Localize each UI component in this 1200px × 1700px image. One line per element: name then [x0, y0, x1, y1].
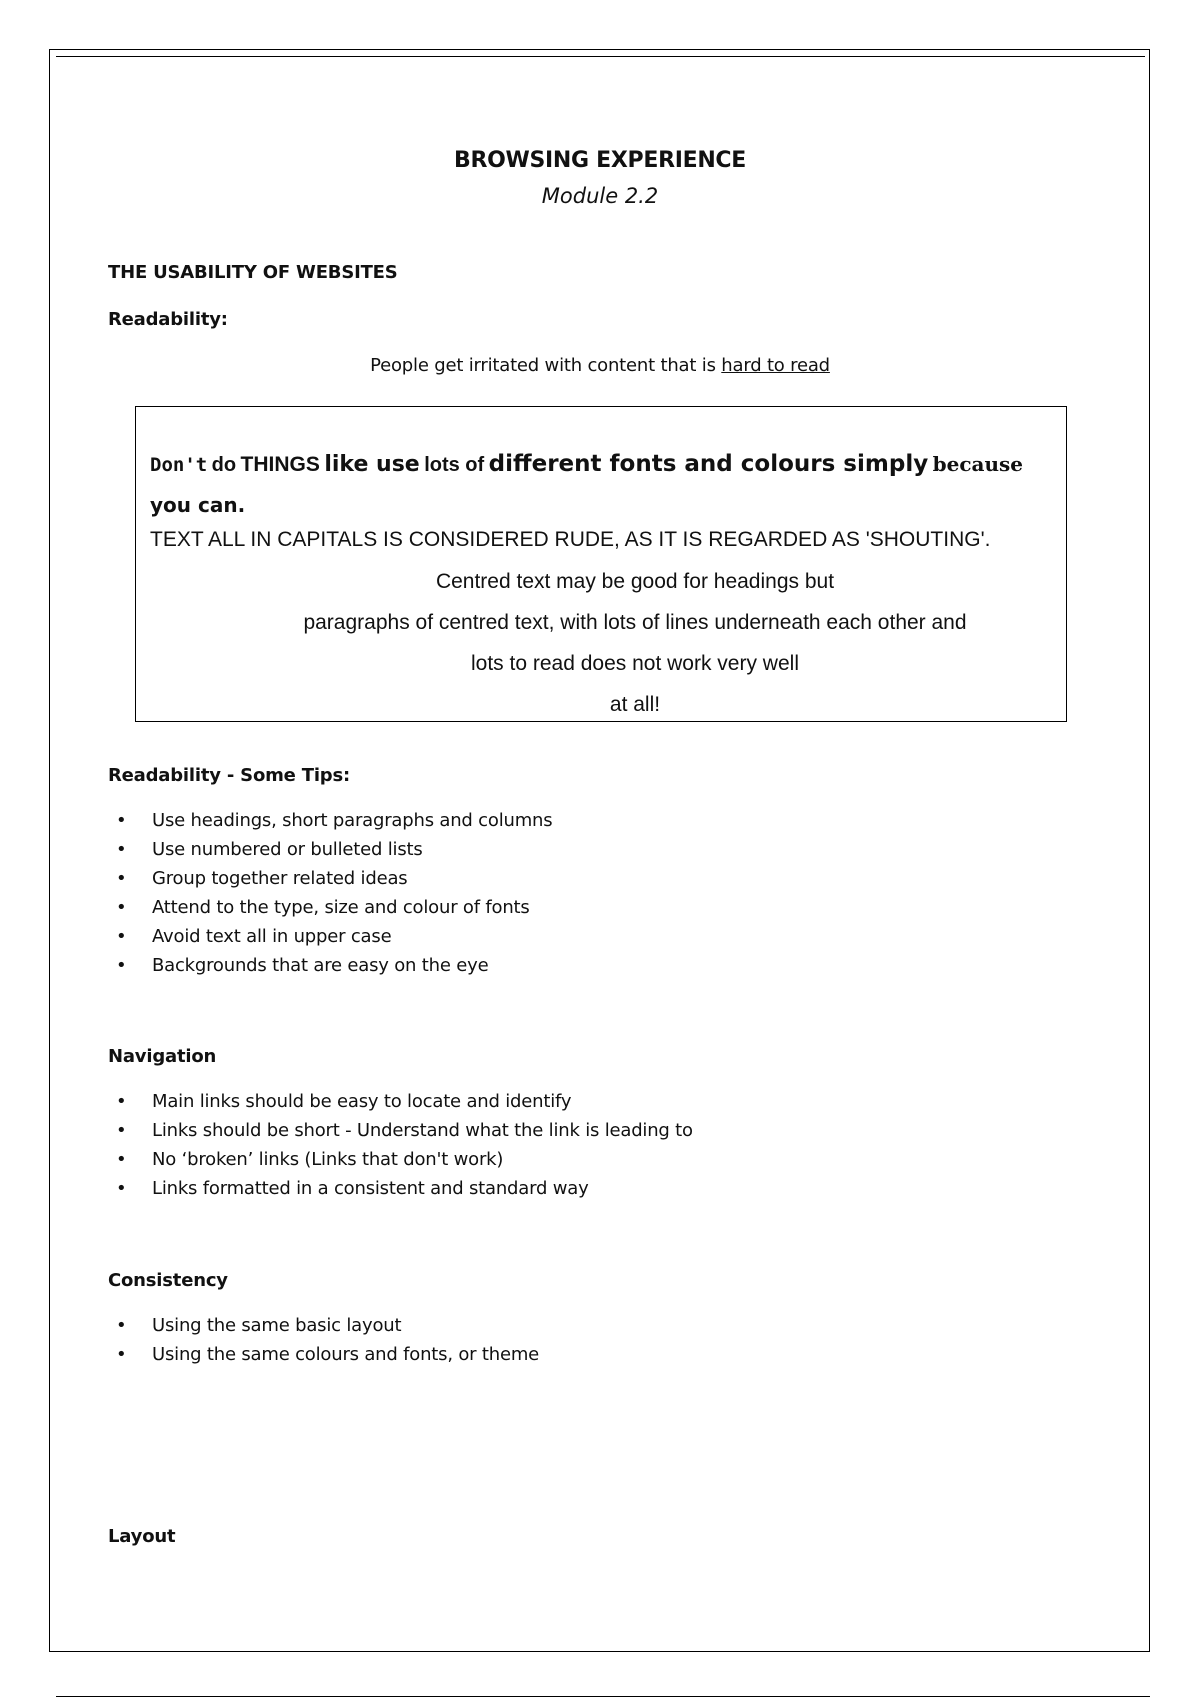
centred-text-line-4: at all!: [609, 693, 661, 716]
bullet-icon: •: [116, 926, 127, 947]
list-item-text: Using the same basic layout: [152, 1315, 402, 1336]
bullet-icon: •: [116, 810, 127, 831]
mixed-font-phrase-you-can: you can.: [150, 493, 246, 517]
usability-heading: THE USABILITY OF WEBSITES: [108, 262, 398, 283]
list-item-text: Using the same colours and fonts, or theme: [152, 1344, 540, 1365]
mixed-font-word-lots-of: lots of: [424, 454, 485, 476]
list-item-text: Avoid text all in upper case: [152, 926, 392, 947]
page-border-inner-line: [56, 56, 1145, 57]
bullet-icon: •: [116, 1120, 127, 1141]
list-item-text: Links should be short - Understand what the link is leading to: [152, 1120, 693, 1141]
list-item-text: Attend to the type, size and colour of fonts: [152, 897, 530, 918]
hard-to-read-underlined: hard to read: [721, 355, 830, 376]
bullet-icon: •: [116, 1178, 127, 1199]
bottom-rule: [56, 1696, 1150, 1697]
list-item-text: Use headings, short paragraphs and columns: [152, 810, 553, 831]
list-item: [108, 1311, 539, 1340]
mixed-font-word-because: because: [932, 452, 1024, 476]
list-item-text: Group together related ideas: [152, 868, 408, 889]
list-item-text: Backgrounds that are easy on the eye: [152, 955, 489, 976]
centred-text-line-1: Centred text may be good for headings but: [435, 570, 835, 593]
list-item: [108, 1116, 693, 1145]
layout-heading: Layout: [108, 1526, 176, 1547]
bullet-icon: •: [116, 1091, 127, 1112]
list-item: [108, 1174, 693, 1203]
mixed-fonts-example: [150, 445, 1030, 527]
bullet-icon: •: [116, 868, 127, 889]
readability-intro-text: People get irritated with content that is: [370, 355, 722, 376]
bullet-icon: •: [116, 897, 127, 918]
tips-heading: Readability - Some Tips:: [108, 765, 350, 786]
list-item: [108, 864, 552, 893]
tips-list: [108, 806, 552, 980]
document-subtitle: Module 2.2: [541, 184, 659, 208]
consistency-heading: Consistency: [108, 1270, 228, 1291]
bullet-icon: •: [116, 1344, 127, 1365]
list-item: [108, 1340, 539, 1369]
bullet-icon: •: [116, 955, 127, 976]
bullet-icon: •: [116, 1315, 127, 1336]
consistency-list: [108, 1311, 539, 1369]
centred-text-line-3: lots to read does not work very well: [471, 652, 799, 675]
navigation-heading: Navigation: [108, 1046, 217, 1067]
list-item: [108, 1087, 693, 1116]
list-item: [108, 951, 552, 980]
all-caps-example: TEXT ALL IN CAPITALS IS CONSIDERED RUDE, AS IT IS REGARDED AS 'SHOUTING'.: [150, 528, 991, 551]
mixed-font-word-do: do: [211, 454, 237, 476]
mixed-font-word-like-use: like use: [324, 452, 420, 477]
bullet-icon: •: [116, 1149, 127, 1170]
mixed-font-phrase-different-fonts: different fonts and colours simply: [488, 451, 929, 477]
list-item-text: Main links should be easy to locate and identify: [152, 1091, 572, 1112]
list-item-text: No ‘broken’ links (Links that don't work): [152, 1149, 504, 1170]
list-item-text: Use numbered or bulleted lists: [152, 839, 423, 860]
list-item: [108, 806, 552, 835]
list-item-text: Links formatted in a consistent and standard way: [152, 1178, 589, 1199]
document-title: BROWSING EXPERIENCE: [453, 148, 747, 173]
list-item: [108, 1145, 693, 1174]
navigation-list: [108, 1087, 693, 1203]
mixed-font-word-dont: Don't: [150, 454, 208, 476]
list-item: [108, 835, 552, 864]
readability-label: Readability:: [108, 309, 228, 330]
centred-text-line-2: paragraphs of centred text, with lots of lines underneath each other and: [303, 611, 967, 634]
mixed-font-word-things: THINGS: [240, 453, 320, 476]
list-item: [108, 922, 552, 951]
readability-intro: [0, 355, 1200, 376]
bullet-icon: •: [116, 839, 127, 860]
list-item: [108, 893, 552, 922]
